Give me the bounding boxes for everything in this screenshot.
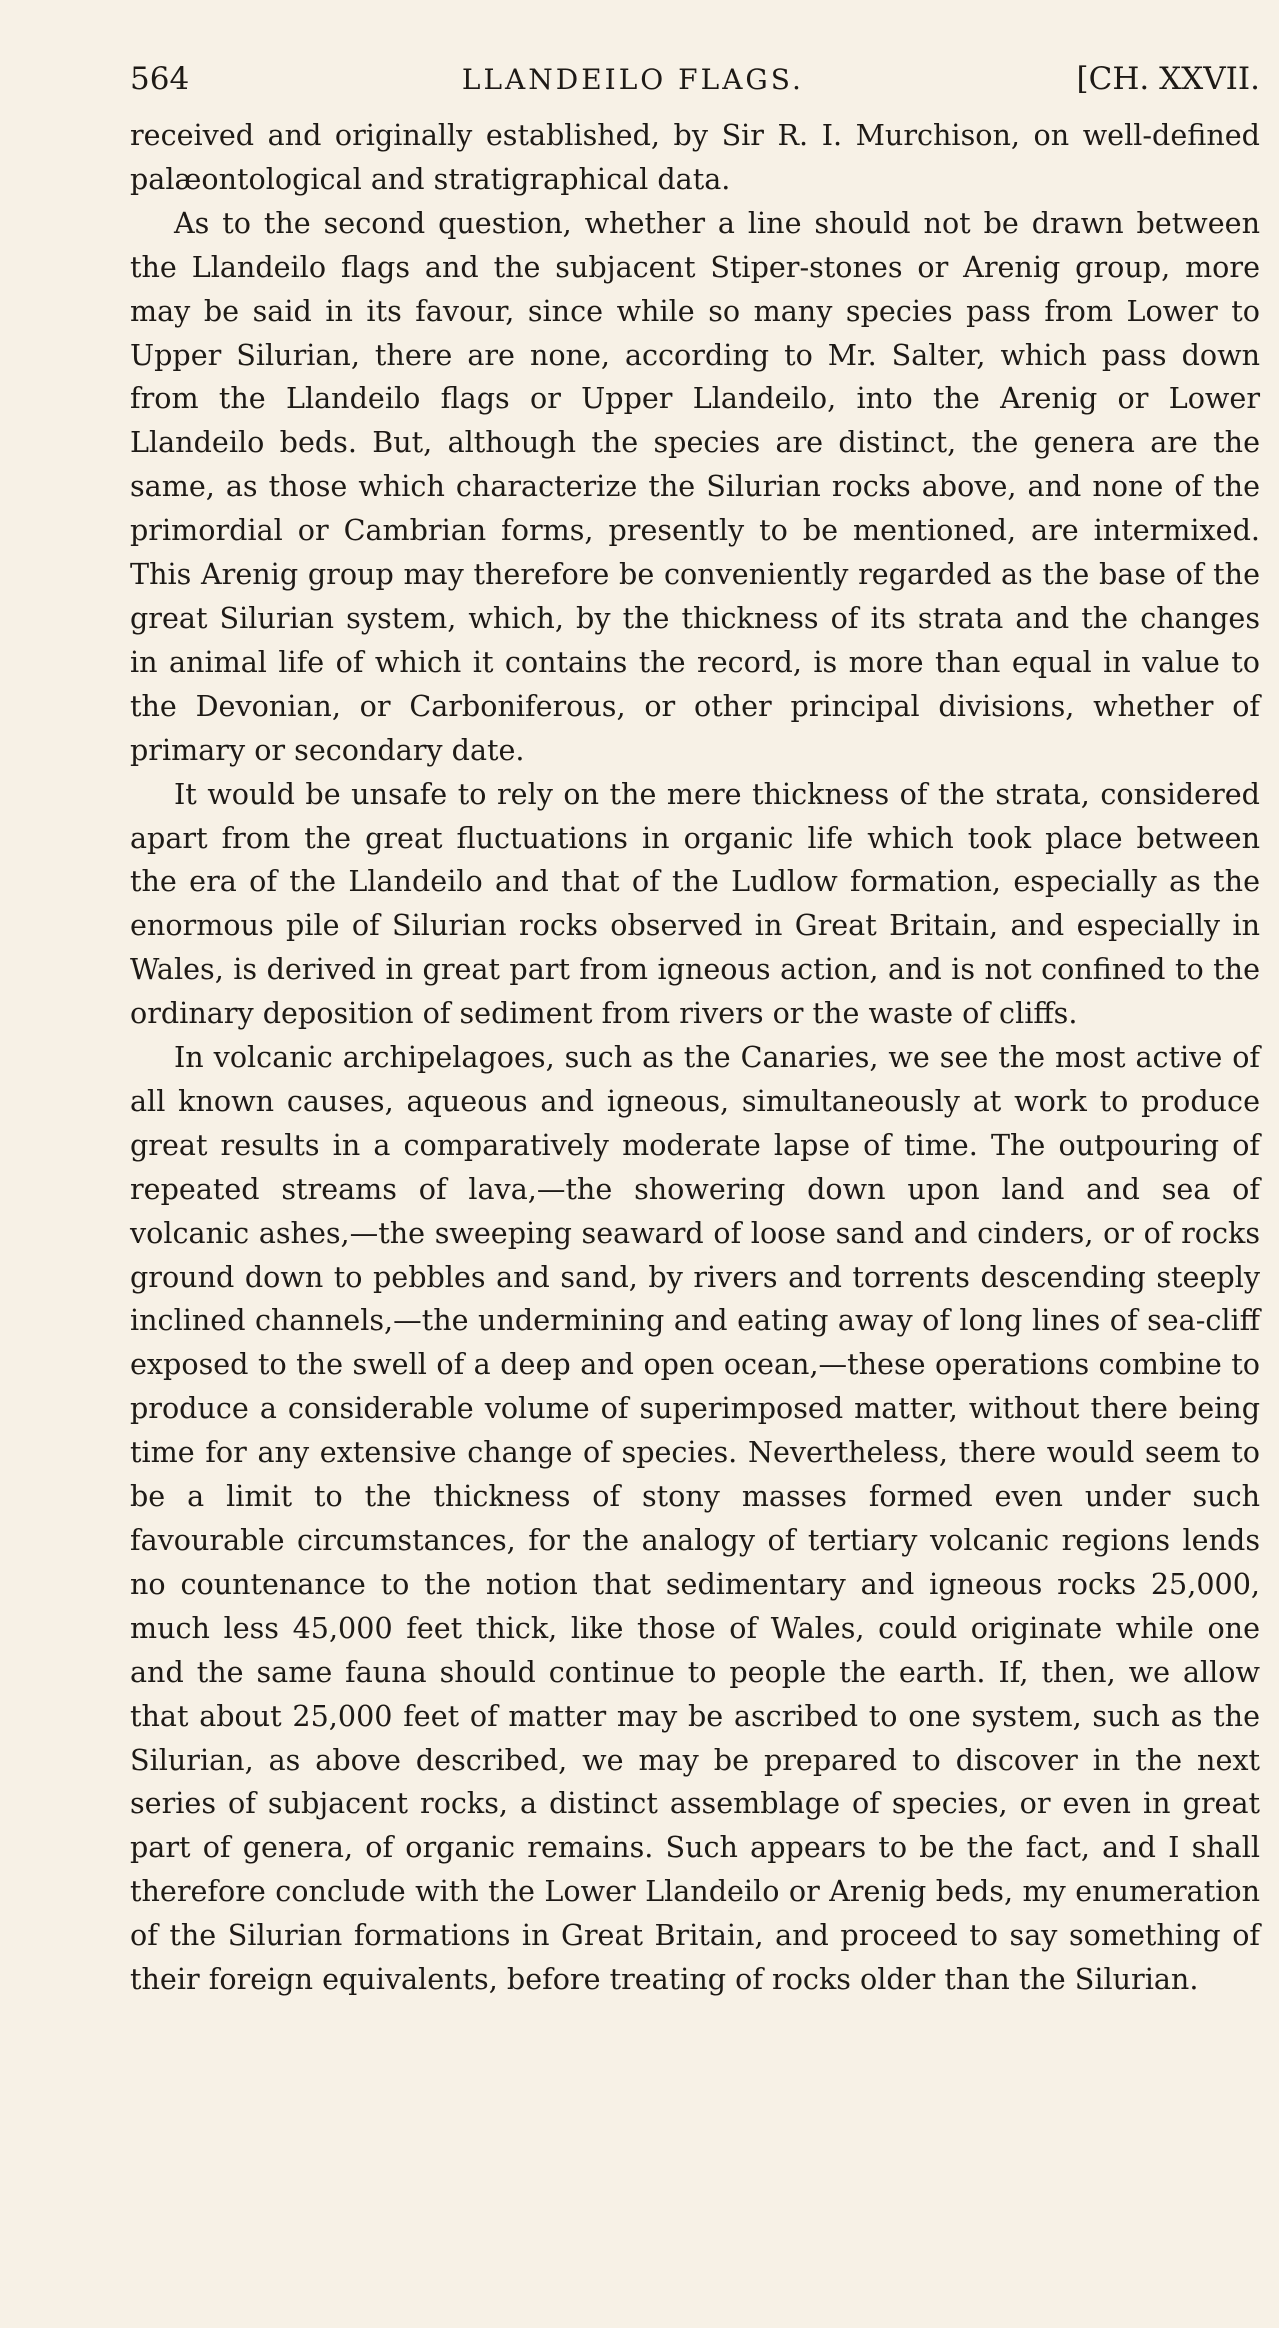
running-title: LLANDEILO FLAGS. xyxy=(461,63,804,96)
page-number: 564 xyxy=(130,61,190,97)
paragraph-continuation: received and originally established, by Sir R. I. Murchison, on well-defined palæontological and stratigraphical data. xyxy=(130,118,1260,196)
paragraph-thickness-of-strata: It would be unsafe to rely on the mere thickness of the strata, considered apart from the great fluctuations in organic life which took place between the era of the Llandeilo and that of the Ludlow formation, especially as the enormous pile of Silurian rocks observed in Great Britain, and especially in Wales, is derived in great part from igneous action, and is not confined to the ordinary deposition of sediment from rivers or the waste of cliffs. xyxy=(130,776,1260,1031)
paragraph-second-question: As to the second question, whether a line should not be drawn between the Llandeilo flags and the subjacent Stiper-stones or Arenig group, more may be said in its favour, since while so many species pass from Lower to Upper Silurian, there are none, according to Mr. Salter, which pass down from the Llandeilo flags or Upper Llandeilo, into the Arenig or Lower Llandeilo beds. But, although the species are distinct, the genera are the same, as those which characterize the Silurian rocks above, and none of the primordial or Cambrian forms, presently to be mentioned, are intermixed. This Arenig group may therefore be conveniently regarded as the base of the great Silurian system, which, by the thickness of its strata and the changes in animal life of which it contains the record, is more than equal in value to the Devonian, or Carboniferous, or other principal divisions, whether of primary or secondary date. xyxy=(130,205,1260,767)
book-page xyxy=(130,50,1260,2002)
running-header xyxy=(130,50,1260,108)
chapter-reference: [CH. XXVII. xyxy=(1076,61,1260,97)
paragraph-volcanic-archipelagoes: In volcanic archipelagoes, such as the Canaries, we see the most active of all known causes, aqueous and igneous, simultaneously at work to produce great results in a comparatively moderate lapse of time. The outpouring of repeated streams of lava,—the showering down upon land and sea of volcanic ashes,—the sweeping seaward of loose sand and cinders, or of rocks ground down to pebbles and sand, by rivers and torrents descending steeply inclined channels,—the undermining and eating away of long lines of sea-cliff exposed to the swell of a deep and open ocean,—these operations combine to produce a considerable volume of superimposed matter, without there being time for any extensive change of species. Nevertheless, there would seem to be a limit to the thickness of stony masses formed even under such favourable circumstances, for the analogy of tertiary volcanic regions lends no countenance to the notion that sedimentary and igneous rocks 25,000, much less 45,000 feet thick, like those of Wales, could originate while one and the same fauna should continue to people the earth. If, then, we allow that about 25,000 feet of matter may be ascribed to one system, such as the Silurian, as above described, we may be prepared to discover in the next series of subjacent rocks, a distinct assemblage of species, or even in great part of genera, of organic remains. Such appears to be the fact, and I shall therefore conclude with the Lower Llandeilo or Arenig beds, my enumeration of the Silurian formations in Great Britain, and proceed to say something of their foreign equivalents, before treating of rocks older than the Silurian. xyxy=(130,1040,1260,1997)
body-text xyxy=(130,114,1260,2002)
